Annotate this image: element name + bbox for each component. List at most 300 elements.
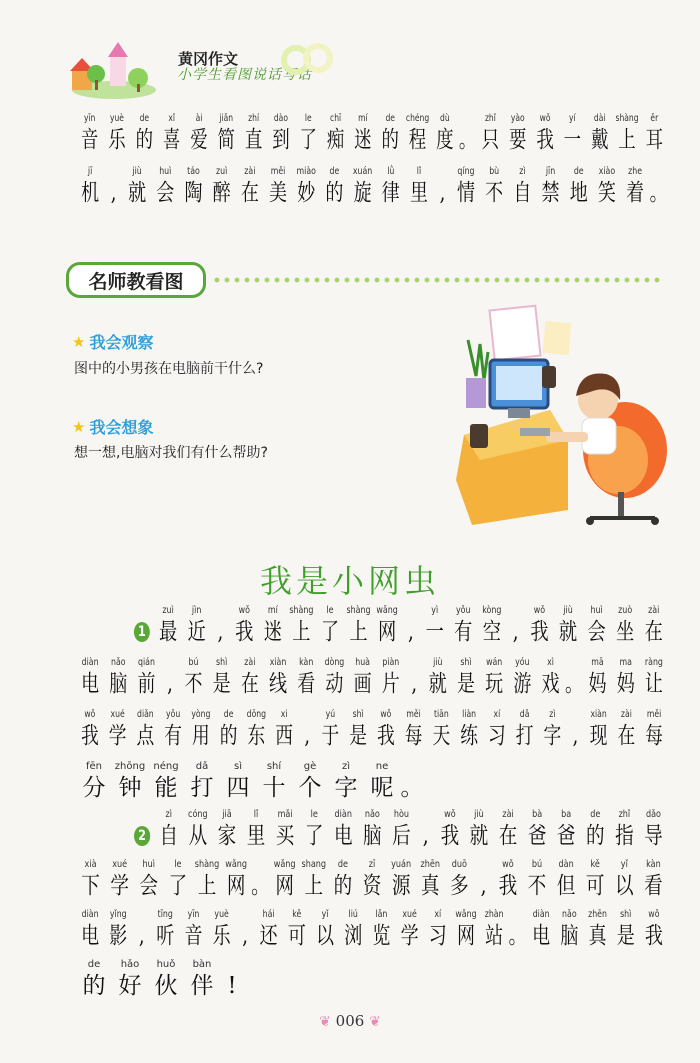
char-token bbox=[641, 112, 668, 155]
pinyin: néng bbox=[153, 761, 179, 772]
hanzi: 指 bbox=[615, 823, 634, 849]
hanzi: 妈 bbox=[616, 671, 635, 697]
char-token bbox=[428, 708, 456, 751]
hanzi: 里 bbox=[246, 823, 266, 849]
hanzi: 每 bbox=[404, 723, 423, 749]
hanzi: 痴 bbox=[326, 127, 345, 153]
pinyin: duō bbox=[451, 859, 467, 870]
hanzi: 网 bbox=[275, 873, 294, 899]
hanzi: 地 bbox=[569, 180, 588, 206]
hanzi: 有 bbox=[454, 619, 473, 645]
pinyin: yīn bbox=[83, 113, 96, 124]
pinyin: wǒ bbox=[380, 709, 392, 720]
char-token bbox=[377, 656, 405, 699]
pinyin: xiàn bbox=[590, 709, 607, 720]
pinyin: huà bbox=[355, 657, 370, 668]
char-token bbox=[211, 604, 230, 647]
pinyin: wǒ bbox=[648, 909, 660, 920]
pinyin: xué bbox=[112, 859, 128, 870]
hanzi: 习 bbox=[488, 723, 506, 749]
essay-line-3 bbox=[76, 708, 668, 751]
char-token bbox=[212, 808, 241, 851]
pinyin: de bbox=[223, 709, 234, 720]
pinyin: ài bbox=[195, 113, 203, 124]
pinyin: zhōng bbox=[114, 761, 146, 772]
char-token bbox=[477, 112, 504, 155]
hanzi: 上 bbox=[292, 619, 311, 645]
char-token bbox=[255, 908, 283, 951]
hanzi: 是 bbox=[212, 671, 231, 697]
hanzi: 机 bbox=[81, 180, 100, 206]
char-token bbox=[474, 858, 493, 901]
char-token bbox=[610, 858, 639, 901]
pinyin: chī bbox=[330, 113, 342, 124]
hanzi: 迷 bbox=[263, 619, 282, 645]
hanzi: 的 bbox=[333, 873, 353, 899]
char-token bbox=[130, 609, 154, 647]
pinyin: hái bbox=[262, 909, 275, 920]
hanzi: 练 bbox=[460, 723, 478, 749]
char-token bbox=[416, 808, 435, 851]
char-token bbox=[132, 656, 160, 699]
intro-line-1 bbox=[76, 112, 668, 155]
char-token bbox=[583, 908, 611, 951]
pinyin: qíng bbox=[457, 166, 475, 177]
char-token bbox=[640, 908, 668, 951]
hanzi: 禁 bbox=[541, 180, 560, 206]
hanzi: 爸 bbox=[556, 823, 576, 849]
pinyin: le bbox=[174, 859, 182, 870]
char-token bbox=[357, 858, 386, 901]
pinyin: bàn bbox=[192, 959, 212, 970]
pinyin: yuán bbox=[391, 859, 412, 870]
hanzi: 以 bbox=[615, 873, 634, 899]
hanzi: 的 bbox=[381, 127, 399, 153]
imagine-heading bbox=[72, 415, 153, 438]
hanzi: 学 bbox=[110, 873, 129, 899]
hanzi: 。 bbox=[251, 873, 270, 899]
hanzi: 爸 bbox=[527, 823, 547, 849]
char-token bbox=[536, 656, 564, 699]
hanzi: 伙 bbox=[154, 973, 178, 999]
char-token bbox=[132, 908, 151, 951]
char-token bbox=[271, 808, 300, 851]
char-token bbox=[105, 858, 134, 901]
char-token bbox=[377, 112, 404, 155]
char-token bbox=[320, 656, 348, 699]
char-token bbox=[215, 708, 243, 751]
char-token bbox=[649, 165, 668, 208]
char-token bbox=[373, 604, 402, 647]
char-token bbox=[112, 958, 148, 1001]
hanzi: 不 bbox=[527, 873, 547, 899]
pinyin: sì bbox=[234, 761, 242, 772]
brand-title: 黄冈作文 bbox=[178, 50, 239, 68]
pinyin: xiàn bbox=[269, 657, 287, 668]
pinyin: de bbox=[385, 113, 395, 124]
char-token bbox=[183, 808, 212, 851]
char-token bbox=[508, 165, 536, 208]
pinyin: gè bbox=[303, 761, 317, 772]
hanzi: 乐 bbox=[108, 127, 126, 153]
pinyin: bù bbox=[489, 166, 500, 177]
hanzi: 天 bbox=[432, 723, 451, 749]
char-token bbox=[259, 604, 288, 647]
pinyin: le bbox=[304, 113, 312, 124]
hanzi: 上 bbox=[349, 619, 368, 645]
hanzi: 在 bbox=[617, 723, 636, 749]
hanzi: 了 bbox=[320, 619, 340, 645]
pinyin: jiù bbox=[433, 657, 443, 668]
char-token bbox=[287, 604, 316, 647]
pinyin: lǐ bbox=[253, 809, 259, 820]
char-token bbox=[76, 858, 105, 901]
pinyin: shì bbox=[352, 709, 364, 720]
pinyin: tīng bbox=[157, 909, 173, 920]
pinyin: xì bbox=[547, 657, 554, 668]
pinyin: zài bbox=[502, 809, 514, 820]
hanzi: 就 bbox=[558, 619, 578, 645]
pinyin: yǐ bbox=[620, 859, 628, 870]
char-token bbox=[311, 908, 339, 951]
pinyin: shì bbox=[216, 657, 228, 668]
char-token bbox=[220, 958, 244, 1001]
char-token bbox=[640, 656, 668, 699]
hanzi: 十 bbox=[262, 775, 286, 801]
pinyin: ma bbox=[619, 657, 632, 668]
hanzi: 笑 bbox=[597, 180, 616, 206]
char-token bbox=[583, 656, 611, 699]
pinyin: xià bbox=[84, 859, 97, 870]
hanzi: 网 bbox=[456, 923, 475, 949]
hanzi: 玩 bbox=[485, 671, 504, 697]
hanzi: ! bbox=[227, 973, 237, 999]
pinyin: xí bbox=[434, 909, 442, 920]
hanzi: 是 bbox=[616, 923, 635, 949]
char-token bbox=[522, 858, 551, 901]
hanzi: 妈 bbox=[588, 671, 607, 697]
pinyin: lǎn bbox=[375, 909, 388, 920]
pinyin: ěr bbox=[650, 113, 659, 124]
pinyin: zhǐ bbox=[618, 809, 631, 820]
pinyin: dù bbox=[440, 113, 450, 124]
pinyin: liú bbox=[348, 909, 358, 920]
hanzi: 字 bbox=[334, 775, 358, 801]
char-token bbox=[400, 760, 424, 803]
char-token bbox=[372, 708, 400, 751]
char-token bbox=[236, 908, 255, 951]
pinyin: piàn bbox=[382, 657, 400, 668]
pinyin: wǒ bbox=[238, 605, 250, 616]
pinyin: dǎo bbox=[645, 809, 661, 820]
char-token bbox=[565, 656, 584, 699]
pinyin: shàng bbox=[615, 113, 639, 124]
pinyin: ràng bbox=[644, 657, 663, 668]
pinyin: wǎng bbox=[273, 859, 296, 870]
pinyin: zhí bbox=[248, 113, 260, 124]
hanzi: 片 bbox=[381, 671, 400, 697]
pinyin: yòng bbox=[191, 709, 211, 720]
char-token bbox=[148, 760, 184, 803]
char-token bbox=[613, 708, 641, 751]
char-token bbox=[329, 808, 358, 851]
hanzi: 是 bbox=[349, 723, 367, 749]
hanzi: 脑 bbox=[109, 671, 128, 697]
pinyin: wǒ bbox=[533, 605, 546, 616]
char-token bbox=[154, 808, 183, 851]
observe-heading-label: 我会观察 bbox=[89, 333, 154, 352]
hanzi: 。 bbox=[508, 923, 527, 949]
hanzi: , bbox=[242, 923, 249, 949]
pinyin: le bbox=[326, 605, 334, 616]
hanzi: 自 bbox=[159, 823, 179, 849]
pinyin: zài bbox=[244, 166, 256, 177]
char-token bbox=[292, 165, 320, 208]
char-token bbox=[179, 656, 207, 699]
hanzi: 不 bbox=[184, 671, 203, 697]
pinyin: jiā bbox=[222, 809, 232, 820]
pinyin: shàng bbox=[194, 859, 220, 870]
hanzi: 。 bbox=[649, 180, 668, 206]
hanzi: 站 bbox=[485, 923, 504, 949]
hanzi: 钟 bbox=[118, 775, 142, 801]
pinyin: zuò bbox=[618, 605, 633, 616]
hanzi: 看 bbox=[297, 671, 316, 697]
char-token bbox=[179, 908, 207, 951]
hanzi: 上 bbox=[618, 127, 636, 153]
hanzi: 以 bbox=[316, 923, 335, 949]
char-token bbox=[344, 604, 373, 647]
hanzi: , bbox=[408, 619, 414, 645]
pinyin: de bbox=[337, 859, 348, 870]
hanzi: 打 bbox=[515, 723, 534, 749]
char-token bbox=[585, 708, 613, 751]
hanzi: , bbox=[411, 671, 418, 697]
char-token bbox=[208, 656, 236, 699]
char-token bbox=[586, 112, 613, 155]
hanzi: 于 bbox=[321, 723, 340, 749]
char-token bbox=[103, 112, 130, 155]
pinyin: huì bbox=[590, 605, 603, 616]
hanzi: 可 bbox=[585, 873, 605, 899]
hanzi: 线 bbox=[269, 671, 288, 697]
pinyin: lǜ bbox=[387, 166, 395, 177]
hanzi: 了 bbox=[168, 873, 188, 899]
hanzi: 戴 bbox=[590, 127, 609, 153]
char-token bbox=[148, 958, 184, 1001]
char-token bbox=[316, 604, 345, 647]
imagine-heading-label: 我会想象 bbox=[89, 418, 154, 437]
paragraph-number-badge: 1 bbox=[134, 622, 150, 642]
hanzi: 能 bbox=[154, 775, 178, 801]
hanzi: 戏 bbox=[541, 671, 560, 697]
char-token bbox=[511, 708, 539, 751]
hanzi: 现 bbox=[589, 723, 608, 749]
hanzi: 学 bbox=[400, 923, 419, 949]
char-token bbox=[182, 604, 211, 647]
pinyin: huǒ bbox=[156, 959, 176, 970]
char-token bbox=[292, 760, 328, 803]
char-token bbox=[112, 760, 148, 803]
hanzi: 在 bbox=[644, 619, 663, 645]
pinyin: wán bbox=[486, 657, 503, 668]
char-token bbox=[593, 165, 621, 208]
pinyin: nǎo bbox=[562, 909, 577, 920]
pinyin: zhēn bbox=[588, 909, 607, 920]
char-token bbox=[76, 958, 112, 1001]
wing-right-icon: ❦ bbox=[369, 1014, 381, 1030]
char-token bbox=[449, 604, 478, 647]
char-token bbox=[161, 656, 180, 699]
hanzi: 资 bbox=[362, 873, 382, 899]
char-token bbox=[159, 708, 187, 751]
hanzi: 前 bbox=[137, 671, 156, 697]
essay-line-1 bbox=[130, 604, 668, 647]
hanzi: 在 bbox=[240, 180, 259, 206]
wing-left-icon: ❦ bbox=[319, 1014, 331, 1030]
char-token bbox=[185, 112, 212, 155]
pinyin: chéng bbox=[405, 113, 430, 124]
pinyin: zì bbox=[165, 809, 173, 820]
char-token bbox=[639, 604, 668, 647]
char-token bbox=[367, 908, 395, 951]
pinyin: xué bbox=[402, 909, 417, 920]
pinyin: xí bbox=[493, 709, 501, 720]
pinyin: de bbox=[87, 959, 101, 970]
hanzi: 动 bbox=[325, 671, 344, 697]
hanzi: 多 bbox=[450, 873, 469, 899]
hanzi: 音 bbox=[184, 923, 203, 949]
pinyin: miào bbox=[296, 166, 316, 177]
pinyin: dōng bbox=[246, 709, 267, 720]
hanzi: 着 bbox=[626, 180, 645, 206]
hanzi: 一 bbox=[563, 127, 582, 153]
decorative-rings-icon bbox=[276, 40, 346, 80]
pinyin: mǎi bbox=[277, 809, 293, 820]
char-token bbox=[555, 908, 583, 951]
pinyin: dǎ bbox=[519, 709, 530, 720]
char-token bbox=[433, 165, 452, 208]
hanzi: 从 bbox=[188, 823, 208, 849]
hanzi: 会 bbox=[587, 619, 606, 645]
hanzi: 看 bbox=[644, 873, 663, 899]
hanzi: , bbox=[512, 619, 519, 645]
char-token bbox=[104, 165, 123, 208]
hanzi: 分 bbox=[82, 775, 106, 801]
hanzi: 会 bbox=[156, 180, 175, 206]
char-token bbox=[123, 165, 151, 208]
char-token bbox=[531, 112, 558, 155]
pinyin: yí bbox=[569, 113, 576, 124]
page-footer bbox=[0, 1012, 700, 1030]
char-token bbox=[320, 165, 348, 208]
pinyin: de bbox=[329, 166, 340, 177]
char-token bbox=[264, 656, 292, 699]
char-token bbox=[134, 858, 163, 901]
char-token bbox=[220, 760, 256, 803]
char-token bbox=[420, 604, 449, 647]
pinyin: ne bbox=[375, 761, 389, 772]
pinyin: yǒu bbox=[166, 709, 181, 720]
pinyin: nǎo bbox=[111, 657, 126, 668]
char-token bbox=[236, 656, 264, 699]
pinyin: yào bbox=[510, 113, 525, 124]
hanzi: 画 bbox=[353, 671, 372, 697]
hanzi: , bbox=[439, 180, 446, 206]
pinyin: qián bbox=[138, 657, 155, 668]
char-token bbox=[283, 908, 311, 951]
pinyin: yǐng bbox=[109, 909, 127, 920]
char-token bbox=[131, 112, 158, 155]
pinyin: kàn bbox=[299, 657, 314, 668]
char-token bbox=[452, 908, 480, 951]
hanzi: 简 bbox=[217, 127, 236, 153]
char-token bbox=[349, 165, 377, 208]
char-token bbox=[104, 656, 132, 699]
char-token bbox=[328, 858, 357, 901]
hanzi: 电 bbox=[333, 823, 353, 849]
char-token bbox=[104, 908, 132, 951]
pinyin: měi bbox=[646, 709, 662, 720]
hanzi: 伴 bbox=[190, 973, 214, 999]
hanzi: , bbox=[110, 180, 117, 206]
dotted-divider bbox=[212, 277, 662, 283]
hanzi: 最 bbox=[158, 619, 178, 645]
char-token bbox=[508, 656, 536, 699]
char-token bbox=[358, 808, 387, 851]
hanzi: 程 bbox=[408, 127, 427, 153]
char-token bbox=[298, 708, 317, 751]
pinyin: wǒ bbox=[444, 809, 456, 820]
pinyin: ba bbox=[561, 809, 572, 820]
hanzi: 我 bbox=[644, 923, 663, 949]
pinyin: huì bbox=[142, 859, 156, 870]
char-token bbox=[240, 112, 267, 155]
hanzi: 上 bbox=[304, 873, 324, 899]
char-token bbox=[539, 708, 567, 751]
hanzi: 我 bbox=[235, 619, 254, 645]
pinyin: le bbox=[310, 809, 318, 820]
pinyin: zài bbox=[244, 657, 256, 668]
char-token bbox=[431, 112, 458, 155]
imagine-question: 想一想,电脑对我们有什么帮助? bbox=[74, 445, 268, 461]
essay-line-5 bbox=[130, 808, 668, 851]
char-token bbox=[76, 760, 112, 803]
pinyin: kàn bbox=[646, 859, 661, 870]
char-token bbox=[76, 656, 104, 699]
pinyin: de bbox=[573, 166, 584, 177]
char-token bbox=[483, 708, 511, 751]
pinyin: táo bbox=[187, 166, 200, 177]
char-token bbox=[525, 604, 554, 647]
pinyin: hòu bbox=[393, 809, 410, 820]
pinyin: wǎng bbox=[455, 909, 477, 920]
hanzi: 是 bbox=[456, 671, 475, 697]
char-token bbox=[154, 604, 183, 647]
hanzi: 但 bbox=[556, 873, 576, 899]
hanzi: 我 bbox=[536, 127, 554, 153]
char-token bbox=[328, 760, 364, 803]
char-token bbox=[163, 858, 192, 901]
hanzi: 爱 bbox=[190, 127, 208, 153]
char-token bbox=[508, 908, 527, 951]
char-token bbox=[494, 808, 523, 851]
pinyin: yuè bbox=[214, 909, 229, 920]
pinyin: xiào bbox=[598, 166, 616, 177]
hanzi: 打 bbox=[190, 775, 214, 801]
hanzi: 只 bbox=[481, 127, 500, 153]
hanzi: 美 bbox=[269, 180, 288, 206]
